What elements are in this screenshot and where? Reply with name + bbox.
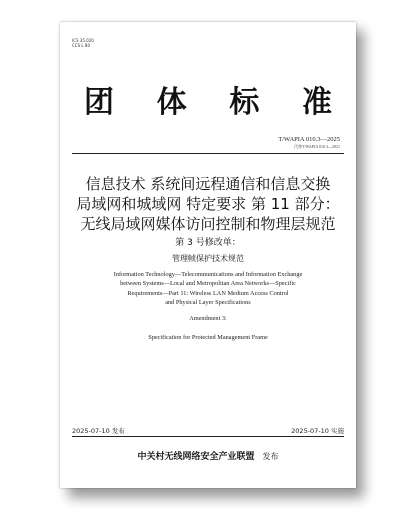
publisher-line: [60, 449, 356, 462]
replaces-code: 代替T/WAPIA 010.3—2021: [294, 144, 340, 149]
amendment-number-en: Amendment 3:: [189, 314, 227, 322]
english-title-line: Information Technology—Telecommunications and Information Exchange: [113, 271, 303, 278]
publisher-name: 中关村无线网络安全产业联盟: [137, 452, 255, 462]
date-row: [72, 426, 344, 435]
english-title-line: and Physical Layer Specifications: [165, 299, 251, 307]
divider-bottom: [72, 436, 344, 437]
standard-char: 体: [156, 85, 187, 120]
standard-char: 准: [301, 85, 332, 120]
divider-top: [72, 153, 344, 154]
issue-label: 发布: [262, 452, 279, 461]
english-title-line: between Systems—Local and Metropolitan Area Networks—Specific: [120, 280, 296, 288]
amendment-title-cn: 管理帧保护技术规范: [172, 254, 244, 263]
amendment-title-en: Specification for Protected Management Frame: [148, 334, 268, 342]
amendment-number-cn: 第 3 号修改单：: [175, 238, 241, 248]
release-date: 2025-07-10 发布: [72, 427, 125, 435]
ics-code: ICS 35.020: [72, 38, 94, 43]
standard-code-block: [278, 136, 340, 150]
standard-char: 标: [229, 85, 260, 120]
title-line: 信息技术 系统间远程通信和信息交换: [85, 175, 331, 193]
implement-date: 2025-07-10 实施: [291, 427, 344, 435]
standard-heading: [84, 77, 332, 121]
english-title: [80, 270, 336, 342]
classification-codes: [72, 38, 94, 48]
title-line: 局域网和城域网 特定要求 第 11 部分：: [76, 195, 340, 213]
english-title-line: Requirements—Part 11: Wireless LAN Medium Access Control: [127, 289, 289, 297]
title-line: 无线局域网媒体访问控制和物理层规范: [80, 215, 336, 233]
ccs-code: CCS L 80: [72, 43, 90, 48]
chinese-title: [60, 174, 356, 265]
standard-char: 团: [84, 85, 114, 120]
document-cover: [60, 22, 356, 488]
standard-code: T/WAPIA 010.3—2025: [278, 136, 340, 143]
